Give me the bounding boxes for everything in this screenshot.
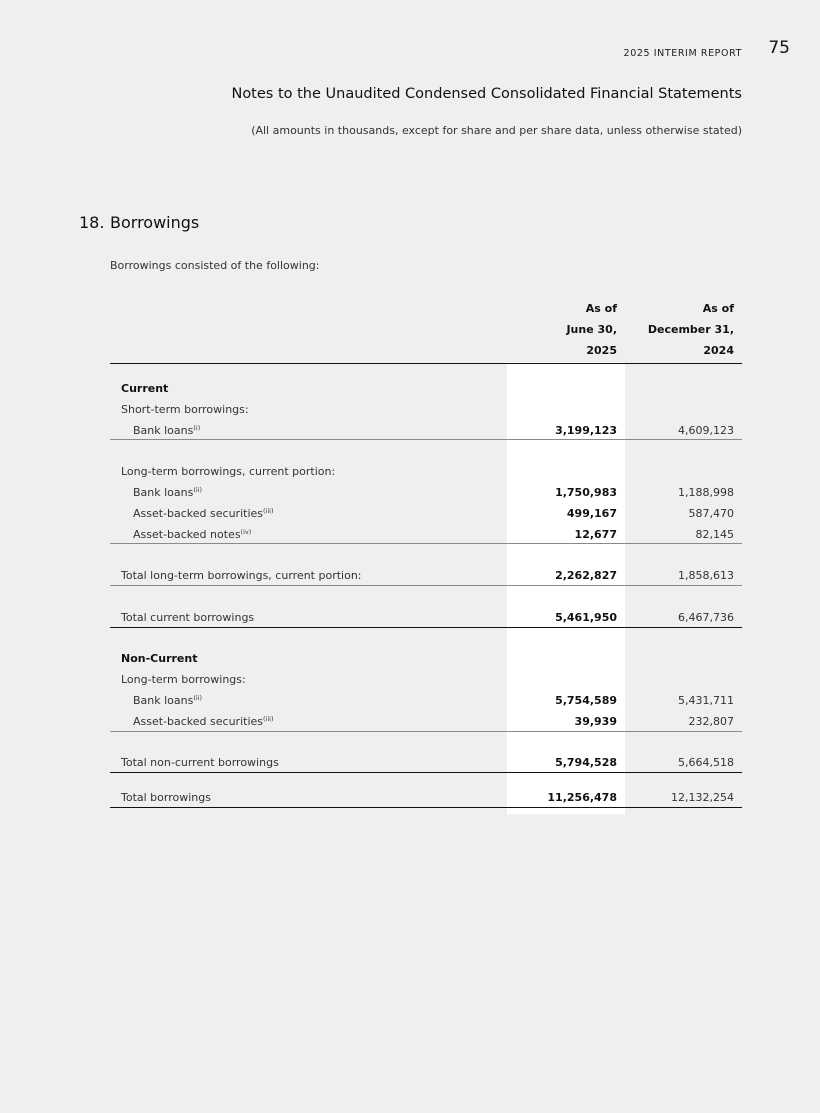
table-row xyxy=(110,565,742,586)
row-label: Long-term borrowings: xyxy=(121,673,246,687)
table-row xyxy=(110,648,742,669)
header-row-as-of xyxy=(110,298,742,319)
report-label: 2025 INTERIM REPORT xyxy=(623,48,742,59)
row-label: Asset-backed securities$^{(iii)}$ xyxy=(133,506,274,520)
table-row xyxy=(110,711,742,732)
value-2025: 499,167 xyxy=(566,506,617,520)
section-intro: Borrowings consisted of the following: xyxy=(110,259,320,272)
table-row xyxy=(110,787,742,808)
col-2025-line2: June 30, xyxy=(566,323,617,336)
value-2025: 3,199,123 xyxy=(555,423,617,437)
value-2024: 232,807 xyxy=(688,714,734,728)
value-2024: 82,145 xyxy=(695,527,734,541)
amounts-note: (All amounts in thousands, except for share and per share data, unless otherwise stated) xyxy=(251,124,742,137)
section-heading xyxy=(79,213,199,232)
value-2025: 12,677 xyxy=(574,527,617,541)
row-label: Asset-backed securities$^{(iii)}$ xyxy=(133,714,274,728)
table-row xyxy=(110,669,742,690)
row-label: Total long-term borrowings, current portion: xyxy=(121,569,362,583)
row-label: Bank loans$^{(i)}$ xyxy=(133,423,201,437)
section-number: 18. xyxy=(79,213,105,232)
non-current-heading: Non-Current xyxy=(121,652,198,666)
value-2024: 1,188,998 xyxy=(678,485,734,499)
table-row xyxy=(110,461,742,482)
value-2024: 5,664,518 xyxy=(678,756,734,770)
col-2025-line3: 2025 xyxy=(586,344,617,357)
table-row xyxy=(110,690,742,711)
row-label: Total non-current borrowings xyxy=(121,756,279,770)
value-2024: 6,467,736 xyxy=(678,610,734,624)
value-2024: 587,470 xyxy=(688,506,734,520)
value-2025: 11,256,478 xyxy=(547,791,617,805)
value-2025: 1,750,983 xyxy=(555,485,617,499)
table-row xyxy=(110,607,742,628)
value-2025: 2,262,827 xyxy=(555,569,617,583)
value-2025: 39,939 xyxy=(574,714,617,728)
value-2024: 5,431,711 xyxy=(678,693,734,707)
table-row xyxy=(110,482,742,503)
row-label: Total borrowings xyxy=(121,791,211,805)
header-row-year xyxy=(110,340,742,364)
table-body xyxy=(110,364,742,808)
col-2024-line1: As of xyxy=(702,302,734,315)
value-2025: 5,794,528 xyxy=(555,756,617,770)
table-row xyxy=(110,378,742,399)
current-heading: Current xyxy=(121,382,169,395)
header-row-date xyxy=(110,319,742,340)
table-row xyxy=(110,399,742,420)
value-2024: 12,132,254 xyxy=(671,791,734,805)
table-row xyxy=(110,503,742,524)
value-2025: 5,754,589 xyxy=(555,693,617,707)
table-row xyxy=(110,752,742,773)
row-label: Bank loans$^{(ii)}$ xyxy=(133,693,203,707)
row-label: Long-term borrowings, current portion: xyxy=(121,465,336,479)
value-2024: 4,609,123 xyxy=(678,423,734,437)
row-label: Short-term borrowings: xyxy=(121,402,249,416)
value-2025: 5,461,950 xyxy=(555,610,617,624)
col-2024-line2: December 31, xyxy=(647,323,734,336)
row-label: Bank loans$^{(ii)}$ xyxy=(133,485,203,499)
section-title: Borrowings xyxy=(110,213,200,232)
col-2025-line1: As of xyxy=(585,302,617,315)
row-label: Total current borrowings xyxy=(121,610,255,624)
borrowings-table xyxy=(110,298,742,808)
page-number: 75 xyxy=(768,38,790,58)
notes-title: Notes to the Unaudited Condensed Consolidated Financial Statements xyxy=(231,86,742,102)
row-label: Asset-backed notes$^{(iv)}$ xyxy=(133,527,252,541)
value-2024: 1,858,613 xyxy=(678,569,734,583)
table-row xyxy=(110,524,742,545)
table-row xyxy=(110,420,742,441)
col-2024-line3: 2024 xyxy=(703,344,734,357)
